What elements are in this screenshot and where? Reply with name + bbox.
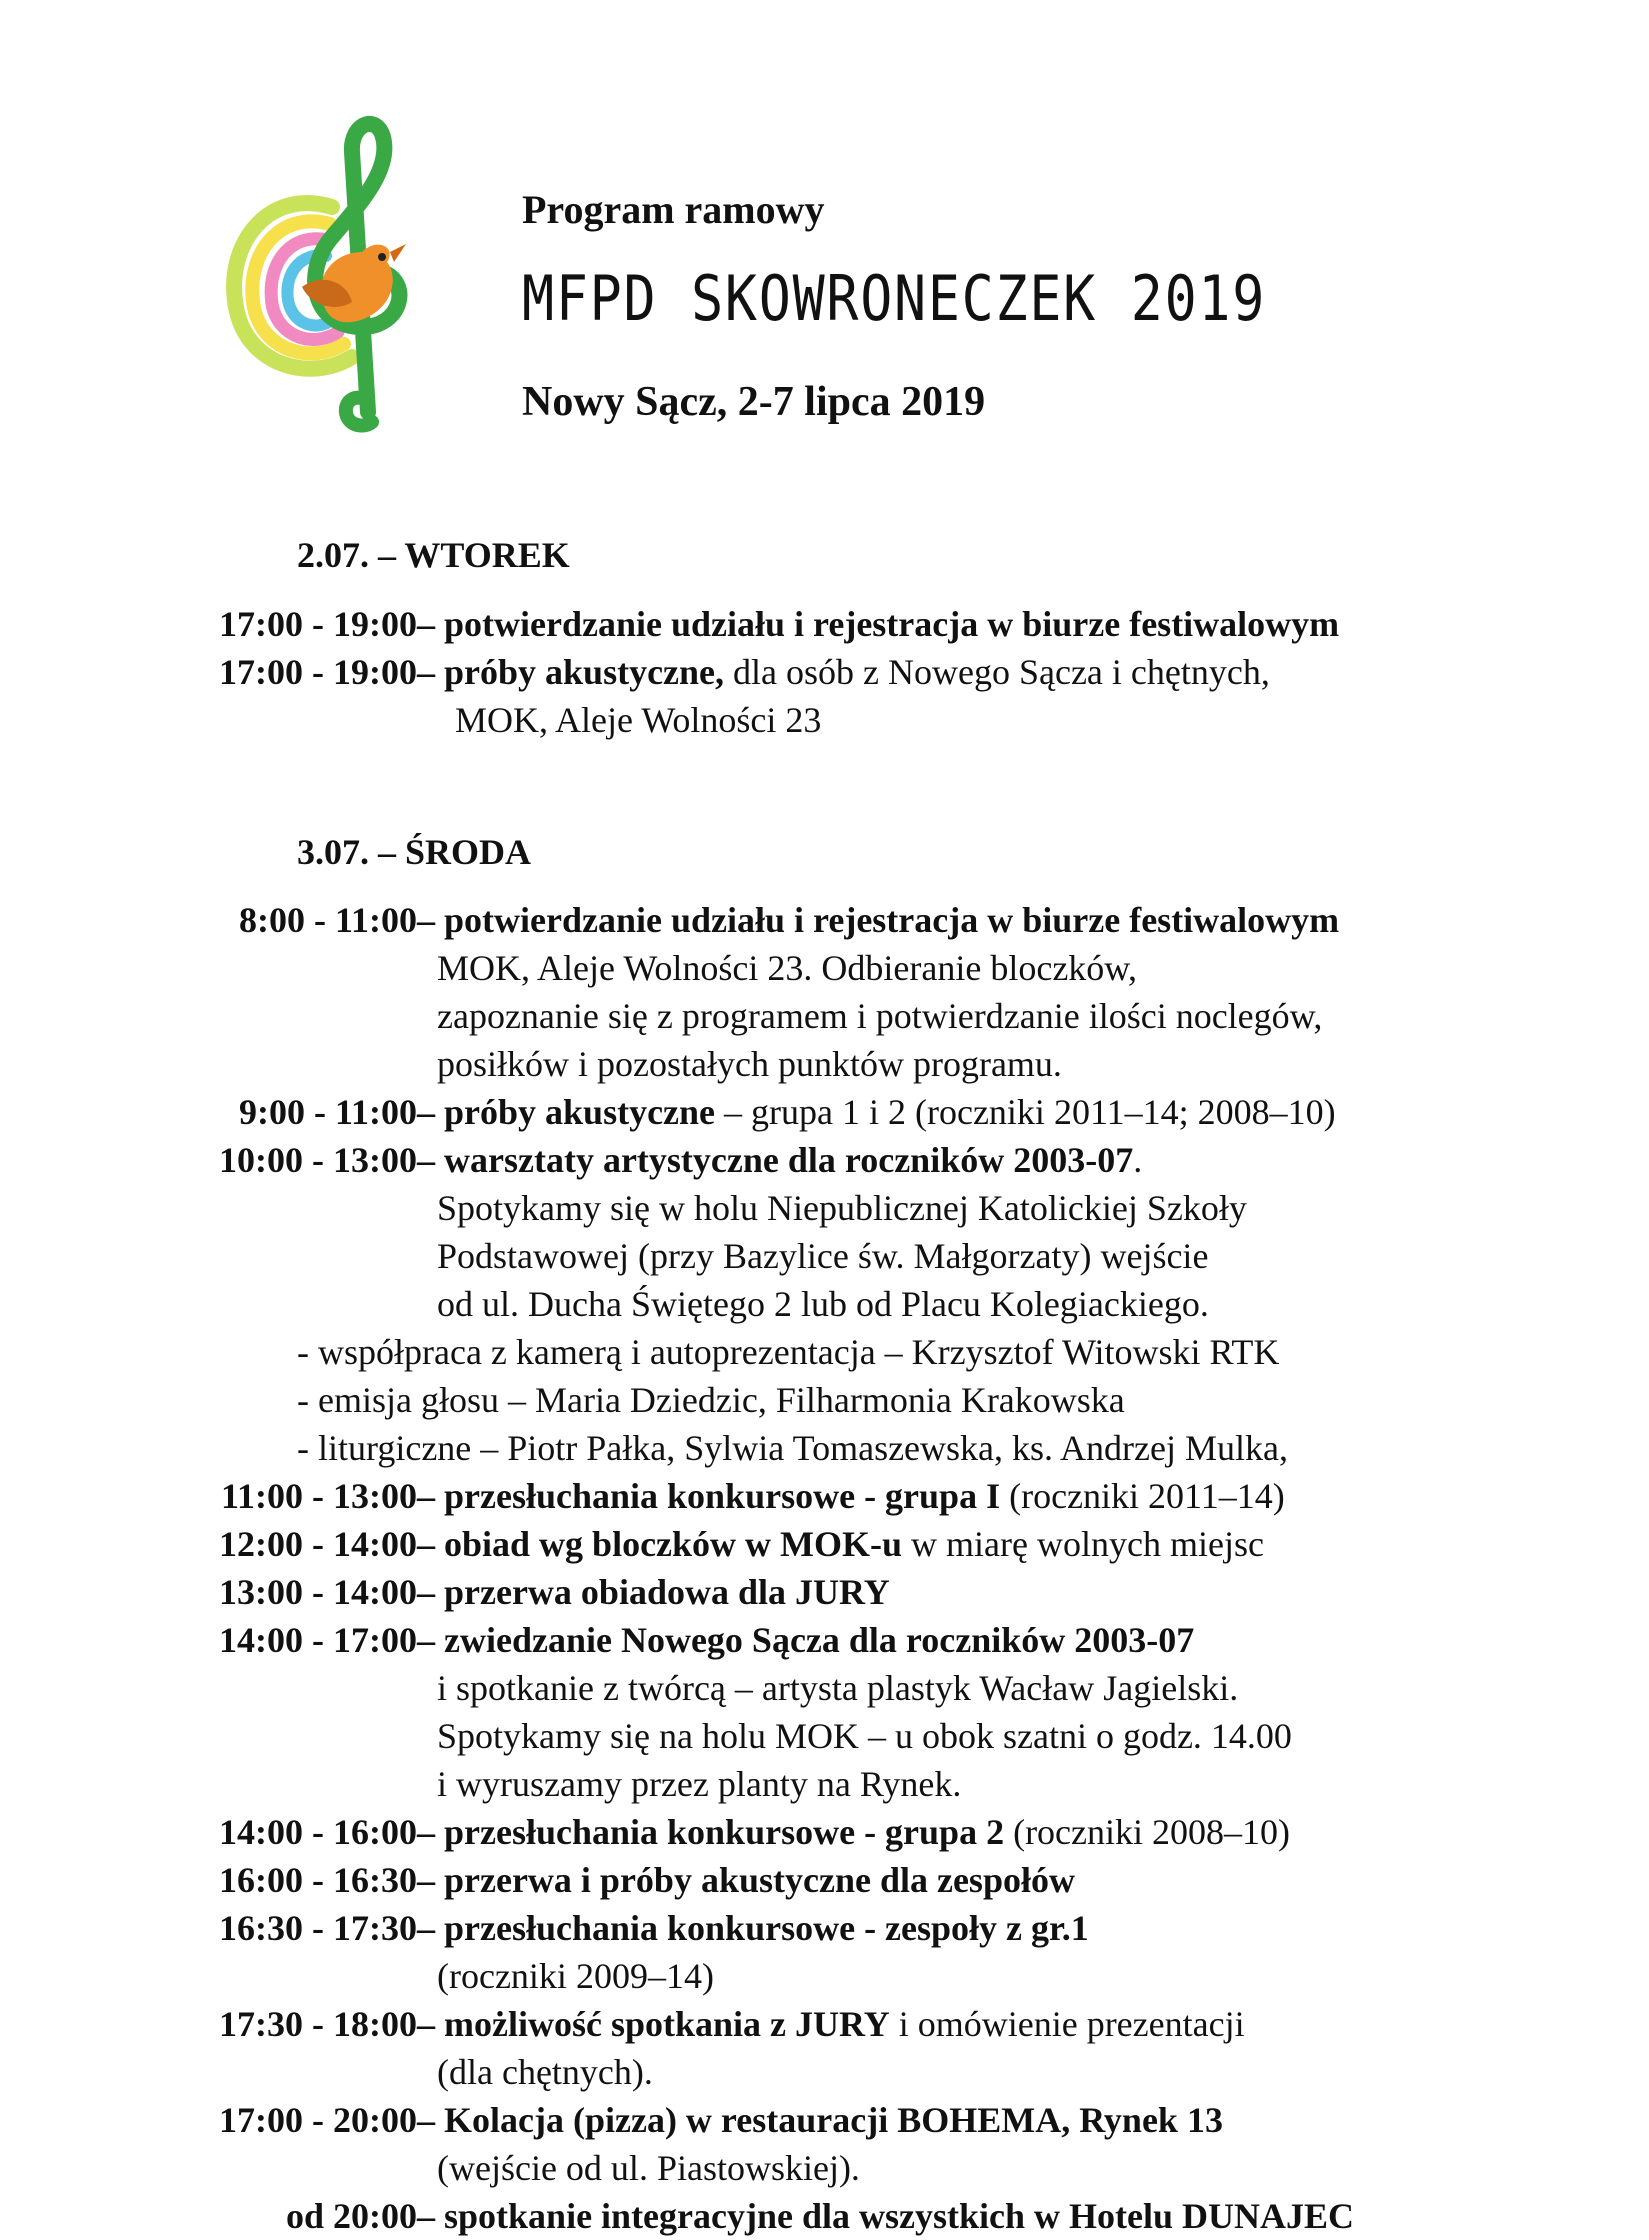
entry-time: 8:00 - 11:00 [239, 900, 417, 940]
entry-description [417, 896, 1339, 944]
entry-continuation: MOK, Aleje Wolności 23. Odbieranie bloczków, [437, 948, 1137, 988]
entry-title: – potwierdzanie udziału i rejestracja w biurze festiwalowym [417, 604, 1340, 644]
entry-time: 9:00 - 11:00 [239, 1092, 417, 1132]
entry-continuation: (roczniki 2009–14) [437, 1956, 714, 1996]
entry-description [417, 2000, 1245, 2048]
entry-detail: dla osób z Nowego Sącza i chętnych, [724, 652, 1270, 692]
entry-detail: . [1133, 1140, 1143, 1180]
entry-continuation: i wyruszamy przez planty na Rynek. [437, 1764, 962, 1804]
entry-title: – warsztaty artystyczne dla roczników 2003-07 [417, 1140, 1134, 1180]
entry-title: – możliwość spotkania z JURY [417, 2004, 890, 2044]
place-date: Nowy Sącz, 2-7 lipca 2019 [522, 379, 986, 425]
entry-continuation: MOK, Aleje Wolności 23 [455, 700, 822, 740]
entry-title: – zwiedzanie Nowego Sącza dla roczników 2003-07 [417, 1620, 1195, 1660]
festival-logo [212, 112, 432, 437]
workshop-item: - liturgiczne – Piotr Pałka, Sylwia Tomaszewska, ks. Andrzej Mulka, [297, 1428, 1288, 1468]
workshop-item: - współpraca z kamerą i autoprezentacja – Krzysztof Witowski RTK [297, 1332, 1280, 1372]
entry-time: 13:00 - 14:00 [219, 1572, 417, 1612]
entry-time: 14:00 - 16:00 [219, 1812, 417, 1852]
entry-title: – Kolacja (pizza) w restauracji BOHEMA, Rynek 13 [417, 2100, 1223, 2140]
entry-continuation: zapoznanie się z programem i potwierdzanie ilości noclegów, [437, 996, 1323, 1036]
entry-time: 17:30 - 18:00 [219, 2004, 417, 2044]
entry-title: – potwierdzanie udziału i rejestracja w biurze festiwalowym [417, 900, 1340, 940]
entry-description [417, 2096, 1223, 2144]
entry-time: 14:00 - 17:00 [219, 1620, 417, 1660]
entry-time: 12:00 - 14:00 [219, 1524, 417, 1564]
entry-title: – przerwa obiadowa dla JURY [417, 1572, 890, 1612]
entry-time: 16:30 - 17:30 [219, 1908, 417, 1948]
entry-time: od 20:00 [285, 2196, 417, 2236]
entry-continuation: Spotykamy się w holu Niepublicznej Katolickiej Szkoły [437, 1188, 1247, 1228]
entry-description [417, 1616, 1194, 1664]
entry-title: – przesłuchania konkursowe - grupa 2 [417, 1812, 1005, 1852]
entry-title: – próby akustyczne [417, 1092, 716, 1132]
entry-description [417, 2192, 1354, 2240]
entry-title: – przesłuchania konkursowe - zespoły z gr.1 [417, 1908, 1089, 1948]
entry-continuation: (dla chętnych). [437, 2052, 653, 2092]
entry-time: 17:00 - 19:00 [219, 604, 417, 644]
entry-title: – przerwa i próby akustyczne dla zespołów [417, 1860, 1075, 1900]
entry-detail: w miarę wolnych miejsc [902, 1524, 1264, 1564]
entry-time: 17:00 - 19:00 [219, 652, 417, 692]
festival-title: MFPD SKOWRONECZEK 2019 [522, 262, 1267, 335]
entry-continuation: i spotkanie z twórcą – artysta plastyk Wacław Jagielski. [437, 1668, 1239, 1708]
entry-continuation: posiłków i pozostałych punktów programu. [437, 1044, 1062, 1084]
entry-description [417, 1136, 1142, 1184]
entry-description [417, 1808, 1290, 1856]
entry-title: – obiad wg bloczków w MOK-u [417, 1524, 903, 1564]
entry-description [417, 1472, 1285, 1520]
entry-title: – spotkanie integracyjne dla wszystkich w Hotelu DUNAJEC [417, 2196, 1355, 2236]
entry-title: – próby akustyczne, [417, 652, 725, 692]
entry-description [417, 1856, 1075, 1904]
entry-detail: – grupa 1 i 2 (roczniki 2011–14; 2008–10) [715, 1092, 1336, 1132]
day-heading-wednesday: 3.07. – ŚRODA [297, 832, 532, 872]
entry-time: 16:00 - 16:30 [219, 1860, 417, 1900]
entry-description [417, 648, 1270, 696]
entry-detail: (roczniki 2008–10) [1004, 1812, 1291, 1852]
day-heading-tuesday: 2.07. – WTOREK [297, 535, 570, 575]
workshop-item: - emisja głosu – Maria Dziedzic, Filharmonia Krakowska [297, 1380, 1125, 1420]
entry-detail: (roczniki 2011–14) [1000, 1476, 1285, 1516]
program-label: Program ramowy [522, 187, 825, 232]
entry-description [417, 1904, 1089, 1952]
entry-time: 17:00 - 20:00 [219, 2100, 417, 2140]
entry-description [417, 1568, 890, 1616]
entry-time: 11:00 - 13:00 [221, 1476, 417, 1516]
entry-description [417, 1088, 1336, 1136]
entry-time: 10:00 - 13:00 [219, 1140, 417, 1180]
entry-continuation: Spotykamy się na holu MOK – u obok szatni o godz. 14.00 [437, 1716, 1292, 1756]
entry-description [417, 1520, 1264, 1568]
entry-title: – przesłuchania konkursowe - grupa I [417, 1476, 1001, 1516]
entry-detail: i omówienie prezentacji [889, 2004, 1245, 2044]
entry-description [417, 600, 1339, 648]
entry-continuation: Podstawowej (przy Bazylice św. Małgorzaty) wejście [437, 1236, 1209, 1276]
entry-continuation: (wejście od ul. Piastowskiej). [437, 2148, 860, 2188]
entry-continuation: od ul. Ducha Świętego 2 lub od Placu Kolegiackiego. [437, 1284, 1209, 1324]
